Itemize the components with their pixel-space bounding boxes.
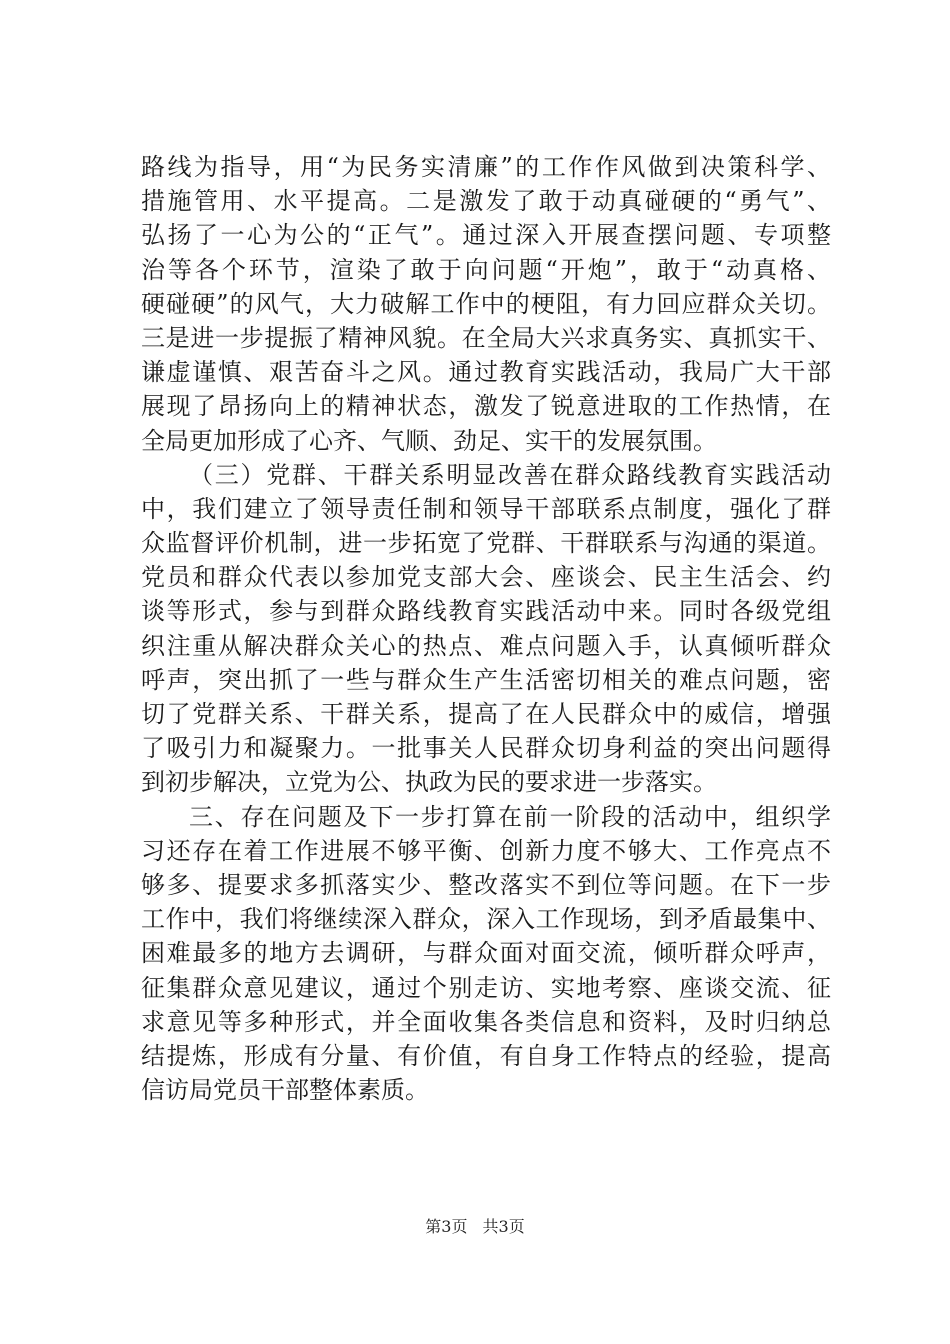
text-line: 够多、提要求多抓落实少、整改落实不到位等问题。在下一步 [141,870,831,899]
text-line: 中，我们建立了领导责任制和领导干部联系点制度，强化了群 [141,494,831,523]
text-line: 谈等形式，参与到群众路线教育实践活动中来。同时各级党组 [141,597,831,626]
paragraph [141,458,831,800]
text-line: 弘扬了一心为公的“正气”。通过深入开展查摆问题、专项整 [141,221,831,250]
text-line: 征集群众意见建议，通过个别走访、实地考察、座谈交流、征 [141,973,831,1002]
text-line: 呼声，突出抓了一些与群众生产生活密切相关的难点问题，密 [141,665,831,694]
paragraph [141,150,831,458]
text-line: 求意见等多种形式，并全面收集各类信息和资料，及时归纳总 [141,1007,831,1036]
page-footer [0,1217,950,1237]
text-line: 了吸引力和凝聚力。一批事关人民群众切身利益的突出问题得 [141,734,831,763]
text-line: 习还存在着工作进展不够平衡、创新力度不够大、工作亮点不 [141,836,831,865]
text-line: 治等各个环节，渲染了敢于向问题“开炮”，敢于“动真格、 [141,255,831,284]
text-line: 切了党群关系、干群关系，提高了在人民群众中的威信，增强 [141,700,831,728]
page-total: 共3页 [482,1217,525,1236]
text-line: 措施管用、水平提高。二是激发了敢于动真碰硬的“勇气”、 [141,187,831,216]
text-line: 信访局党员干部整体素质。 [141,1076,429,1105]
text-line: 三是进一步提振了精神风貌。在全局大兴求真务实、真抓实干、 [141,323,831,352]
text-line: 全局更加形成了心齐、气顺、劲足、实干的发展氛围。 [141,426,717,455]
text-line: 结提炼，形成有分量、有价值，有自身工作特点的经验，提高 [141,1041,831,1070]
text-line: 困难最多的地方去调研，与群众面对面交流，倾听群众呼声， [141,939,831,968]
text-line: （三）党群、干群关系明显改善在群众路线教育实践活动 [189,460,831,489]
text-line: 织注重从解决群众关心的热点、难点问题入手，认真倾听群众 [141,631,831,660]
text-line: 众监督评价机制，进一步拓宽了党群、干群联系与沟通的渠道。 [141,529,831,558]
text-line: 路线为指导，用“为民务实清廉”的工作作风做到决策科学、 [141,153,831,181]
page-number: 第3页 [425,1217,468,1236]
text-line: 展现了昂扬向上的精神状态，激发了锐意进取的工作热情，在 [141,392,831,421]
text-line: 工作中，我们将继续深入群众，深入工作现场，到矛盾最集中、 [141,905,831,934]
text-line: 硬碰硬”的风气，大力破解工作中的梗阻，有力回应群众关切。 [141,289,831,318]
text-line: 党员和群众代表以参加党支部大会、座谈会、民主生活会、约 [141,563,831,592]
paragraph [141,800,831,1108]
text-line: 三、存在问题及下一步打算在前一阶段的活动中，组织学 [189,802,831,831]
text-line: 到初步解决，立党为公、执政为民的要求进一步落实。 [141,768,717,797]
text-line: 谦虚谨慎、艰苦奋斗之风。通过教育实践活动，我局广大干部 [141,358,831,387]
document-body [141,150,831,1107]
